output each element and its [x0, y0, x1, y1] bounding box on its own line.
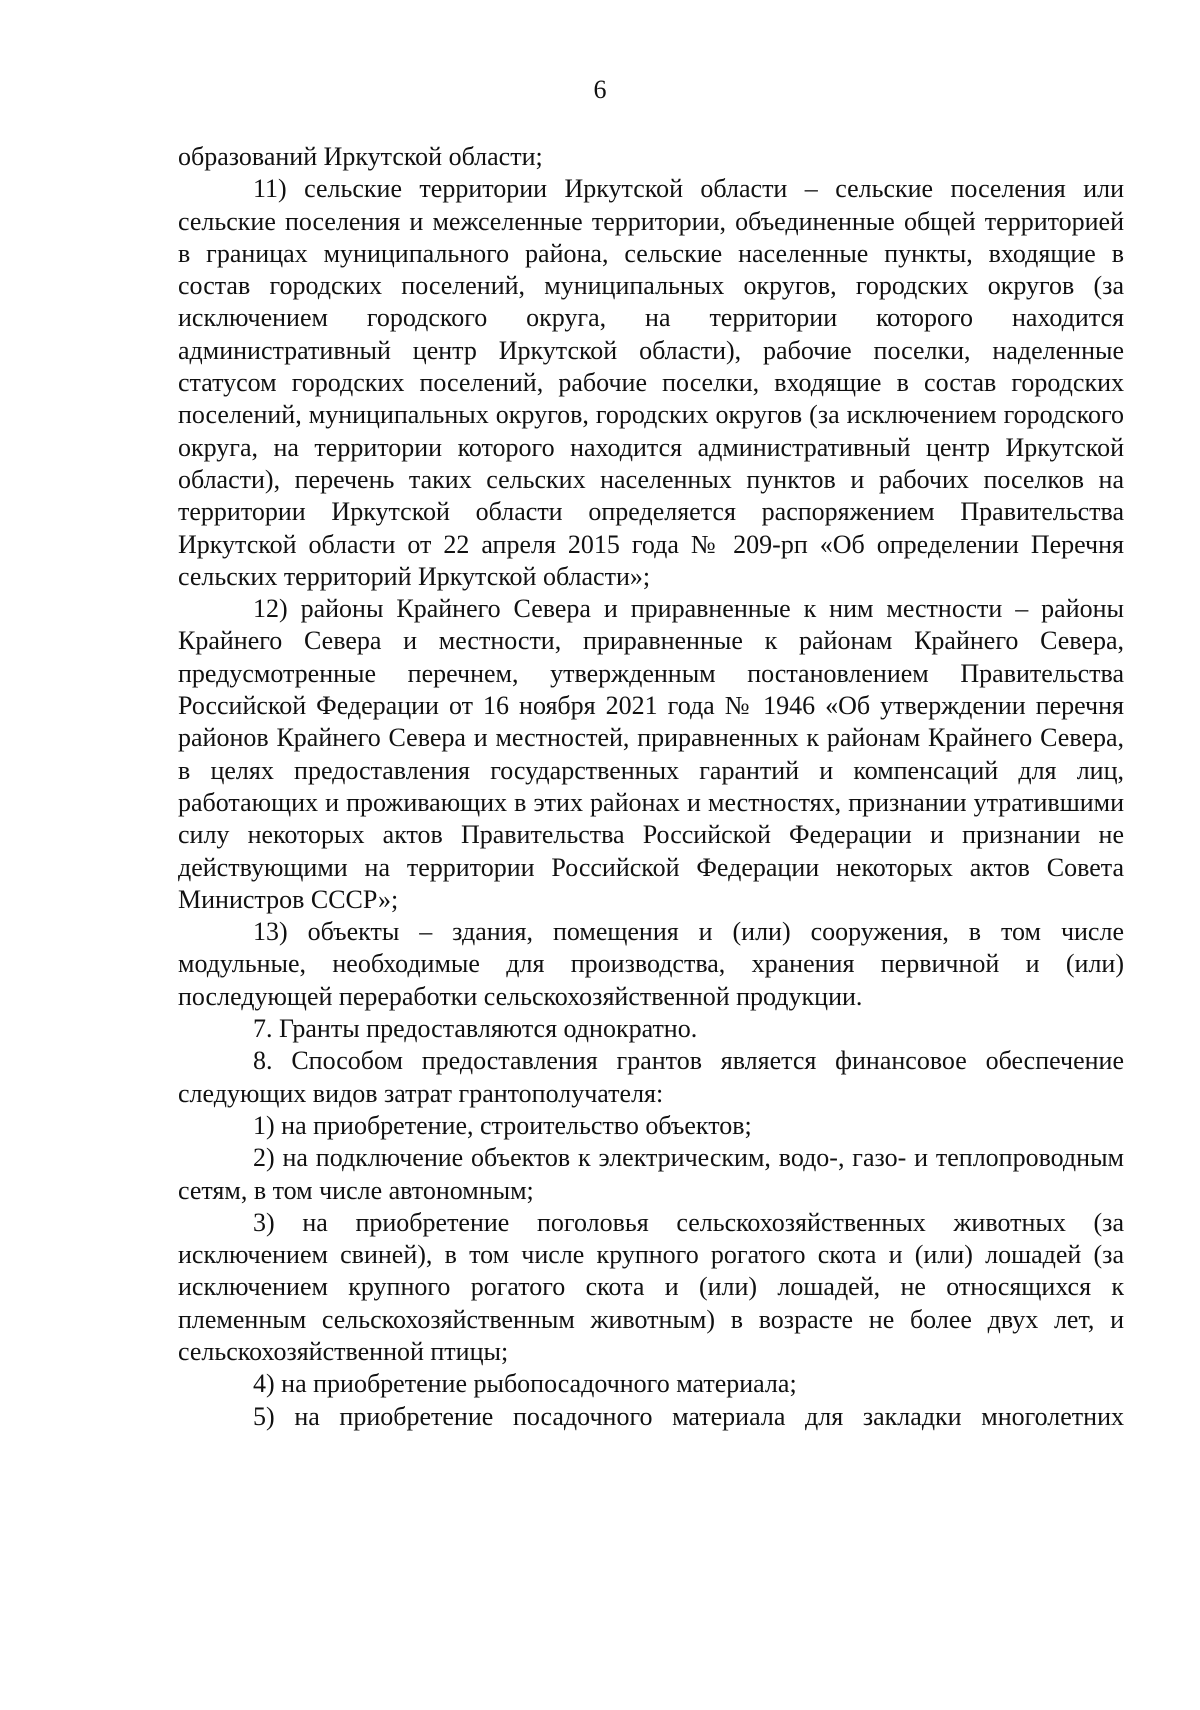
clause-8: 8. Способом предоставления грантов является финансовое обеспечение следующих видов затрат грантополучателя: — [178, 1046, 1124, 1108]
clause-8-item-1: 1) на приобретение, строительство объектов; — [253, 1110, 752, 1140]
document-body — [178, 141, 1124, 1433]
definition-12-far-north-regions: 12) районы Крайнего Севера и приравненные к ним местности – районы Крайнего Севера и местности, приравненные к районам Крайнего Севера, предусмотренные перечнем, утвержденным постановлением Правительства Российской Федерации от 16 ноября 2021 года № 1946 «Об утверждении перечня районов Крайнего Севера и местностей, приравненных к районам Крайнего Севера, в целях предоставления государственных гарантий и компенсаций для лиц, работающих и проживающих в этих районах и местностях, признании утратившими силу некоторых актов Правительства Российской Федерации и признании не действующими на территории Российской Федерации некоторых актов Совета Министров СССР»; — [178, 594, 1124, 914]
definition-11-rural-territories: 11) сельские территории Иркутской области – сельские поселения или сельские поселения и межселенные территории, объединенные общей территорией в границах муниципального района, сельские населенные пункты, входящие в состав городских поселений, муниципальных округов, городских округов (за исключением городского округа, на территории которого находится административный центр Иркутской области), рабочие поселки, наделенные статусом городских поселений, рабочие поселки, входящие в состав городских поселений, муниципальных округов, городских округов (за исключением городского округа, на территории которого находится административный центр Иркутской области), перечень таких сельских населенных пунктов и рабочих поселков на территории Иркутской области определяется распоряжением Правительства Иркутской области от 22 апреля 2015 года № 209-рп «Об определении Перечня сельских территорий Иркутской области»; — [178, 174, 1124, 591]
clause-8-item-3: 3) на приобретение поголовья сельскохозяйственных животных (за исключением свиней), в том числе крупного рогатого скота и (или) лошадей (за исключением крупного рогатого скота и (или) лошадей, не относящихся к племенным сельскохозяйственным животным) в возрасте не более двух лет, и сельскохозяйственной птицы; — [178, 1207, 1124, 1366]
page-number: 6 — [593, 75, 607, 104]
clause-8-item-4: 4) на приобретение рыбопосадочного материала; — [253, 1369, 797, 1399]
clause-7: 7. Гранты предоставляются однократно. — [253, 1014, 698, 1044]
clause-8-item-2: 2) на подключение объектов к электрическим, водо-, газо- и теплопроводным сетям, в том числе автономным; — [178, 1143, 1124, 1205]
definition-13-objects: 13) объекты – здания, помещения и (или) сооружения, в том числе модульные, необходимые для производства, хранения первичной и (или) последующей переработки сельскохозяйственной продукции. — [178, 917, 1124, 1011]
clause-8-item-5: 5) на приобретение посадочного материала для закладки многолетних — [253, 1401, 1124, 1431]
paragraph-continuation: образований Иркутской области; — [178, 142, 543, 171]
